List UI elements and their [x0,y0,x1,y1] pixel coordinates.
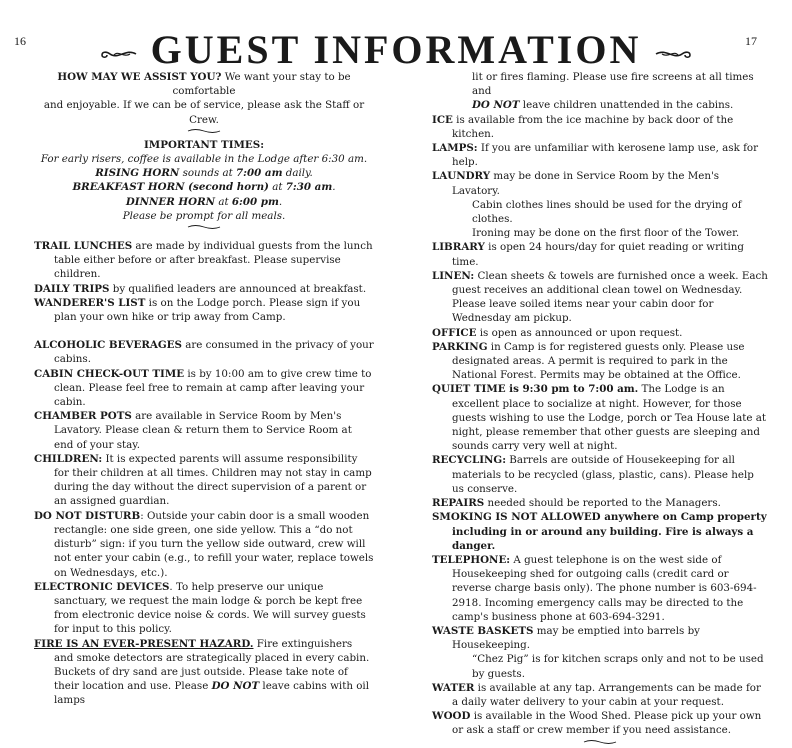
entry-office: OFFICE is open as announced or upon request. [432,326,683,339]
assist-text-2: and enjoyable. If we can be of service, please ask the Staff or Crew. [43,99,365,126]
entry-recycling: RECYCLING: Barrels are outside of Housekeeping for all materials to be recycled (glass, plastic, cans). Please help us conserve. [432,454,754,495]
entry-waste-baskets: WASTE BASKETS may be emptied into barrels by Housekeeping. [432,624,700,652]
ornament-divider [432,738,768,748]
entry-wood: WOOD is available in the Wood Shed. Please pick up your own or ask a staff or crew member if you need assistance. [432,710,762,737]
important-times-block [34,138,374,223]
entry-water: WATER is available at any tap. Arrangements can be made for a daily water delivery to your cabin at your request. [432,681,761,708]
entry-quiet-time: QUIET TIME is 9:30 pm to 7:00 am. The Lodge is an excellent place to socialize at night. However, for those guests wishing to use the Lodge, porch or Tea House late at night, please remember that other guests are sleeping and sounds carry very well at night. [432,383,767,453]
prompt-note: Please be prompt for all meals. [122,209,286,222]
entry-fire-hazard: FIRE IS AN EVER-PRESENT HAZARD. Fire extinguishers and smoke detectors are strategically placed in every cabin. [34,637,370,664]
important-times-heading: IMPORTANT TIMES: [143,138,264,151]
title-text: GUEST INFORMATION [150,27,642,72]
coffee-note: For early risers, coffee is available in the Lodge after 6:30 am. [40,153,368,166]
assist-text-1: We want your stay to be comfortable [172,71,351,98]
entry-electronic-devices: ELECTRONIC DEVICES. To help preserve our unique sanctuary, we request the main lodge & porch be kept free from electronic device noise & cords. We will survey guests for input to this policy. [34,580,366,636]
entry-daily-trips: DAILY TRIPS by qualified leaders are announced at breakfast. [34,282,367,295]
entry-alcoholic-beverages: ALCOHOLIC BEVERAGES are consumed in the privacy of your cabins. [34,339,374,366]
assist-paragraph [34,70,374,127]
entry-chamber-pots: CHAMBER POTS are available in Service Room by Men's Lavatory. Please clean & return them to Service Room at end of your stay. [34,410,352,451]
page-number-right: 17 [745,34,757,48]
entry-linen: LINEN: Clean sheets & towels are furnished once a week. Each guest receives an additional clean towel on Wednesday. Please leave soiled items near your cabin door for Wednesday am pickup. [432,269,768,325]
page-number-left: 16 [14,34,26,48]
breakfast-horn-line: BREAKFAST HORN (second horn) at 7:30 am. [72,181,336,194]
entry-lamps: LAMPS: If you are unfamiliar with kerosene lamp use, ask for help. [432,142,759,169]
entry-fire-hazard-cont: Buckets of dry sand are just outside. Please take note of their location and use. Please DO NOT leave cabins with oil lamps [54,665,370,707]
entry-library: LIBRARY is open 24 hours/day for quiet reading or writing time. [432,241,744,268]
entry-telephone: TELEPHONE: A guest telephone is on the west side of Housekeeping shed for outgoing calls (credit card or reverse charge basis only). The phone number is 603-694-2918. Incoming emergency calls may be directed to the camp's business phone at 603-694-3291. [432,553,757,623]
flourish-left-icon [96,46,138,62]
entry-wanderers-list: WANDERER'S LIST is on the Lodge porch. Please sign if you plan your own hike or trip away from Camp. [34,296,361,324]
laundry-continued-2: Ironing may be done on the first floor of the Tower. [472,227,740,240]
entry-parking: PARKING in Camp is for registered guests only. Please use designated areas. A permit is required to park in the National Forest. Permits may be obtained at the Office. [432,340,745,382]
fire-continued-1: lit or fires flaming. Please use fire screens at all times and [472,71,754,98]
entry-ice: ICE is available from the ice machine by back door of the kitchen. [432,113,734,140]
entry-repairs: REPAIRS needed should be reported to the Managers. [432,497,721,510]
fire-continued-2: DO NOT leave children unattended in the cabins. [472,99,734,112]
page-title [0,28,792,72]
right-column [432,70,768,748]
ornament-divider [34,127,374,137]
entry-do-not-disturb: DO NOT DISTURB: Outside your cabin door is a small wooden rectangle: one side green, one side yellow. This a “do not disturb” sign: if you turn the yellow side outward, crew will not enter your cabin (e.g., to refill your water, replace towels on Wednesdays, etc.). [34,509,374,579]
dinner-horn-line: DINNER HORN at 6:00 pm. [125,195,283,208]
laundry-continued-1: Cabin clothes lines should be used for the drying of clothes. [472,198,742,226]
waste-continued: “Chez Pig” is for kitchen scraps only and not to be used by guests. [472,653,764,680]
rising-horn-line: RISING HORN sounds at 7:00 am daily. [95,167,313,180]
assist-heading: HOW MAY WE ASSIST YOU? [57,71,222,83]
entry-laundry: LAUNDRY may be done in Service Room by the Men's Lavatory. [432,170,720,197]
entry-cabin-checkout: CABIN CHECK-OUT TIME is by 10:00 am to give crew time to clean. Please feel free to remain at camp after leaving your cabin. [34,367,372,409]
entry-smoking: SMOKING IS NOT ALLOWED anywhere on Camp property including in or around any building. Fire is always a danger. [432,511,767,552]
entry-children: CHILDREN: It is expected parents will assume responsibility for their children at all times. Children may not stay in camp during the day without the direct supervision of a parent or an assigned guardian. [34,452,372,508]
entry-trail-lunches: TRAIL LUNCHES are made by individual guests from the lunch table either before or after breakfast. Please supervise children. [34,240,373,281]
ornament-divider [34,223,374,233]
flourish-right-icon [654,46,696,62]
